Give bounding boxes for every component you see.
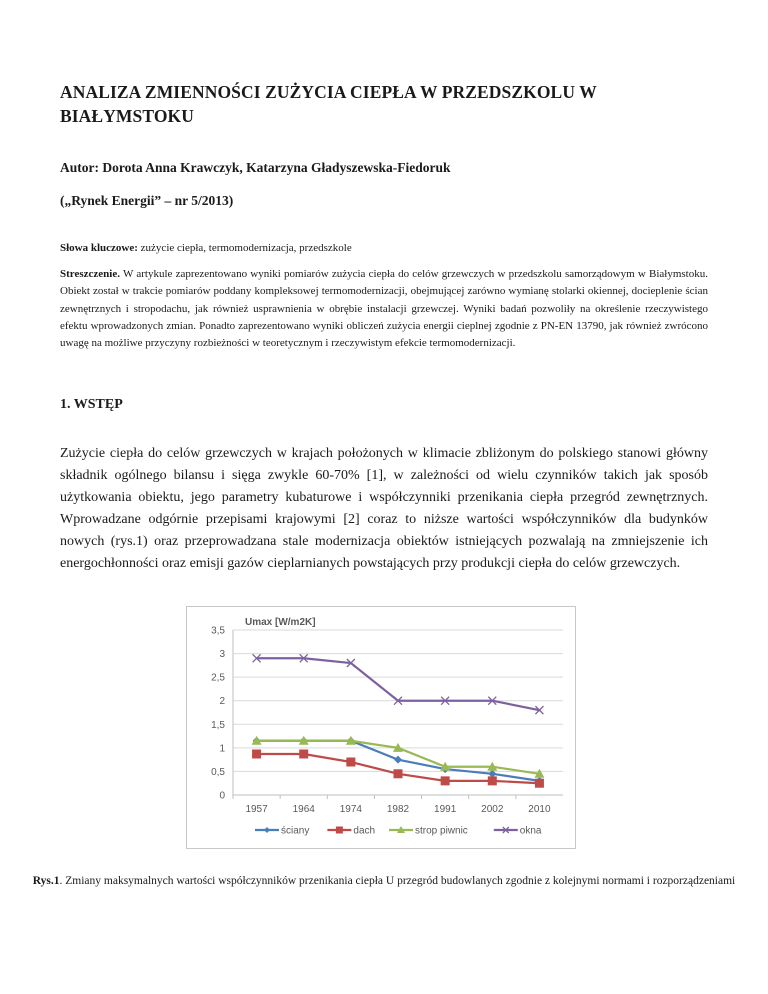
journal-reference: („Rynek Energii” – nr 5/2013) [60,193,234,208]
x-tick-label: 1964 [292,804,315,815]
x-tick-label: 1974 [339,804,362,815]
x-tick-label: 2010 [528,804,551,815]
article-authors: Autor: Dorota Anna Krawczyk, Katarzyna Gładyszewska-Fiedoruk [60,160,451,175]
y-tick-label: 3,5 [211,625,225,637]
y-tick-label: 0,5 [211,766,225,778]
legend-label: dach [353,825,376,837]
series-line-okna [257,658,540,710]
legend-label: ściany [281,825,310,837]
keywords [60,242,352,254]
line-chart [186,606,576,849]
figure-caption-label: Rys.1 [32,875,60,887]
x-tick-label: 1991 [434,804,457,815]
figure-caption [0,873,768,889]
abstract-text: W artykule zaprezentowano wyniki pomiarów zużycia ciepła do celów grzewczych w przedszkolu samorządowym w Białymstoku. Obiekt został w trakcie pomiarów poddany kompleksowej termomodernizacji, obejmującej zarówno wymianę stolarki okiennej, docieplenie ścian zewnętrznych i stropodachu, jak również usprawnienia w obrębie instalacji grzewczej. Wyniki badań pozwoliły na określenie rzeczywistego efektu wprowadzonych zmian. Ponadto zaprezentowano wyniki obliczeń zużycia energii cieplnej zgodnie z PN-EN 13790, jak również zwrócono uwagę na możliwe przyczyny rozbieżności w teoretycznym i rzeczywistym efekcie termomodernizacji. [60,268,708,350]
y-tick-label: 3 [219,649,225,661]
legend-label: strop piwnic [415,825,468,837]
chart-title: Umax [W/m2K] [245,617,316,628]
y-tick-label: 0 [219,790,225,802]
x-tick-label: 1982 [386,804,410,815]
chart-canvas [187,607,577,850]
article-title: ANALIZA ZMIENNOŚCI ZUŻYCIA CIEPŁA W PRZEDSZKOLU W BIAŁYMSTOKU [60,82,597,126]
x-tick-label: 2002 [481,804,504,815]
x-tick-label: 1957 [245,804,268,815]
abstract-label: Streszczenie. [60,268,120,280]
y-tick-label: 1,5 [211,719,225,731]
keywords-text: zużycie ciepła, termomodernizacja, przedszkole [137,242,352,254]
y-tick-label: 2,5 [211,672,225,684]
legend-label: okna [519,825,542,837]
y-tick-label: 2 [219,696,225,708]
body-paragraph: Zużycie ciepła do celów grzewczych w krajach położonych w klimacie zbliżonym do polskiego stanowi główny składnik ogólnego bilansu i sięga zwykle 60-70% [1], w zależności od wielu czynników takich jak sposób użytkowania obiektu, jego parametry kubaturowe i współczynniki przenikania ciepła przegród zewnętrznych. Wprowadzane odgórnie przepisami krajowymi [2] coraz to niższe wartości współczynników dla budynków nowych (rys.1) oraz przeprowadzana stale modernizacja obiektów istniejących pozwalają na zmniejszenie ich energochłonności oraz emisji gazów cieplarnianych powstających przy produkcji ciepła do celów grzewczych. [60,446,708,571]
figure-caption-text: . Zmiany maksymalnych wartości współczynników przenikania ciepła U przegród budowlanych zgodnie z kolejnymi normami i rozporządzeniami [59,875,736,887]
y-tick-label: 1 [219,743,225,755]
section-heading: 1. WSTĘP [60,397,123,412]
keywords-label: Słowa kluczowe: [60,242,138,254]
abstract [60,266,708,352]
